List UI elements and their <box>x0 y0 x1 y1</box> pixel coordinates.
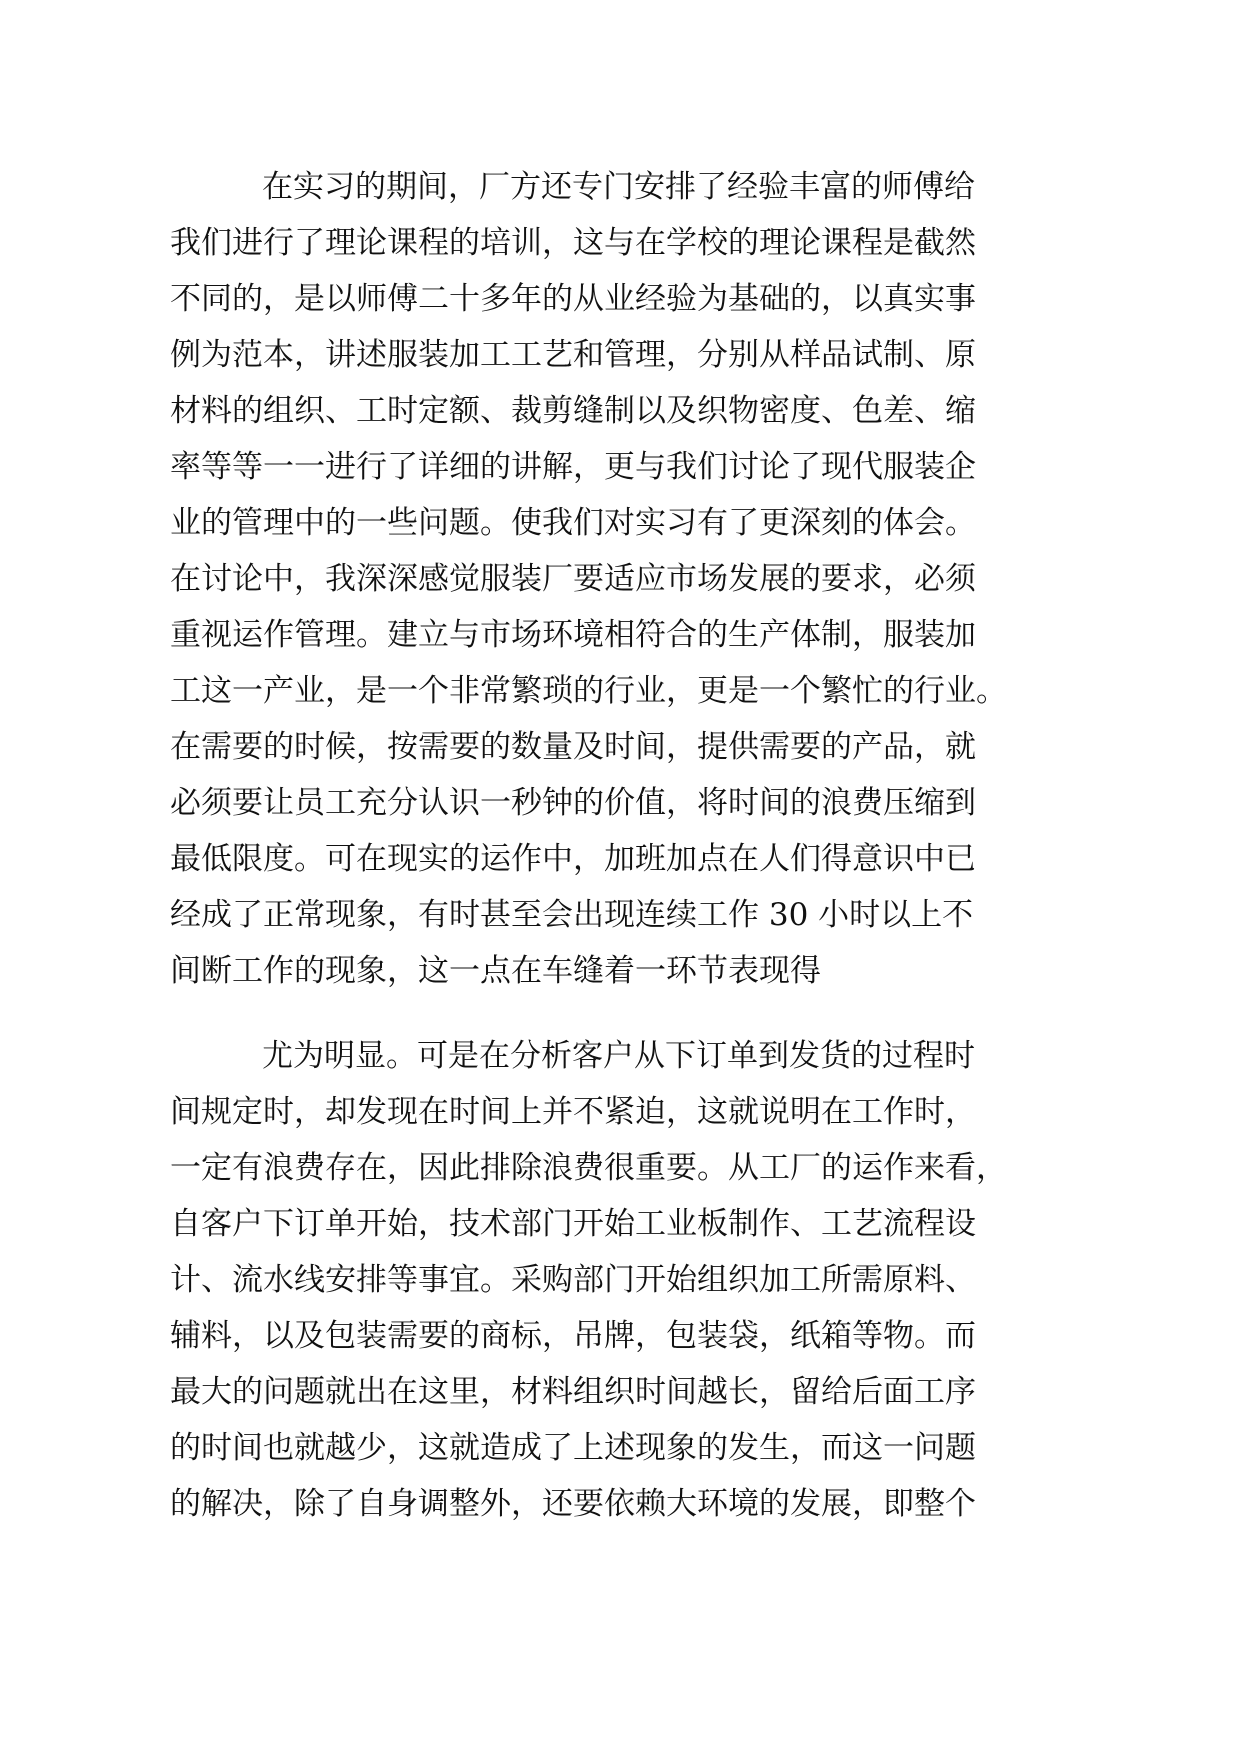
paragraph-line: 在实习的期间，厂方还专门安排了经验丰富的师傅给 <box>262 169 975 205</box>
paragraph-line: 材料的组织、工时定额、裁剪缝制以及织物密度、色差、缩 <box>170 393 976 429</box>
paragraph-line: 的解决，除了自身调整外，还要依赖大环境的发展，即整个 <box>170 1486 976 1522</box>
paragraph-line: 经成了正常现象，有时甚至会出现连续工作 30 小时以上不 <box>170 897 974 933</box>
paragraph-line: 间规定时，却发现在时间上并不紧迫，这就说明在工作时， <box>170 1094 976 1130</box>
paragraph-line: 最低限度。可在现实的运作中，加班加点在人们得意识中已 <box>170 841 976 877</box>
paragraph-line: 工这一产业，是一个非常繁琐的行业，更是一个繁忙的行业。 <box>170 673 1007 709</box>
paragraph-line: 间断工作的现象，这一点在车缝着一环节表现得 <box>170 953 821 989</box>
paragraph-line: 一定有浪费存在，因此排除浪费很重要。从工厂的运作来看， <box>170 1150 1007 1186</box>
paragraph-line: 计、流水线安排等事宜。采购部门开始组织加工所需原料、 <box>170 1262 976 1298</box>
paragraph-line: 自客户下订单开始，技术部门开始工业板制作、工艺流程设 <box>170 1206 976 1242</box>
paragraph-line: 的时间也就越少，这就造成了上述现象的发生，而这一问题 <box>170 1430 976 1466</box>
paragraph-line: 我们进行了理论课程的培训，这与在学校的理论课程是截然 <box>170 225 976 261</box>
paragraph-line: 例为范本，讲述服装加工工艺和管理，分别从样品试制、原 <box>170 337 976 373</box>
paragraph-line: 不同的，是以师傅二十多年的从业经验为基础的，以真实事 <box>170 281 976 317</box>
paragraph-line: 辅料，以及包装需要的商标，吊牌，包装袋，纸箱等物。而 <box>170 1318 976 1354</box>
paragraph-line: 重视运作管理。建立与市场环境相符合的生产体制，服装加 <box>170 617 976 653</box>
paragraph-line: 在讨论中，我深深感觉服装厂要适应市场发展的要求，必须 <box>170 561 976 597</box>
paragraph-line: 在需要的时候，按需要的数量及时间，提供需要的产品，就 <box>170 729 976 765</box>
paragraph-line: 必须要让员工充分认识一秒钟的价值，将时间的浪费压缩到 <box>170 785 976 821</box>
paragraph-line: 尤为明显。可是在分析客户从下订单到发货的过程时 <box>262 1038 975 1074</box>
paragraph-line: 最大的问题就出在这里，材料组织时间越长，留给后面工序 <box>170 1374 976 1410</box>
paragraph-line: 业的管理中的一些问题。使我们对实习有了更深刻的体会。 <box>170 505 976 541</box>
paragraph-line: 率等等一一进行了详细的讲解，更与我们讨论了现代服装企 <box>170 449 976 485</box>
